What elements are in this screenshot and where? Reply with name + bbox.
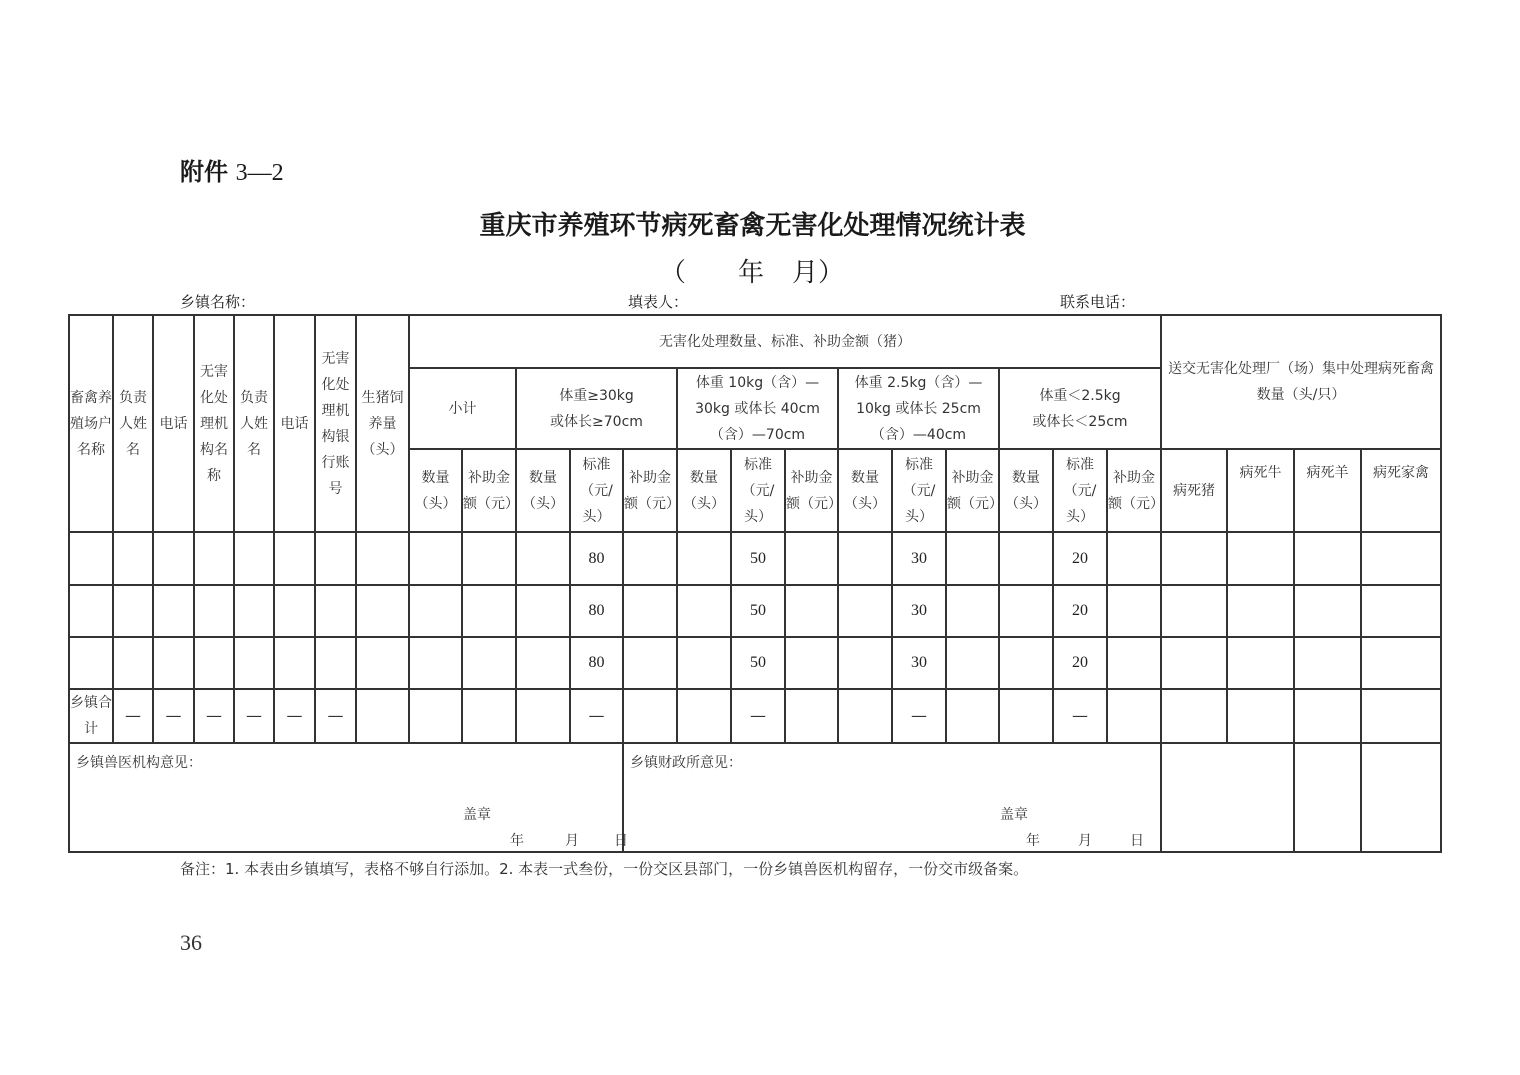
cell-10-30-subsidy[interactable] xyxy=(785,532,838,585)
footnote: 备注：1. 本表由乡镇填写，表格不够自行添加。2. 本表一式叁份，一份交区县部门，一份乡镇兽医机构留存，一份交市级备案。 xyxy=(180,860,1029,878)
header-facility-owner: 负责人姓名 xyxy=(234,315,274,532)
cell-2_5-10-standard: 30 xyxy=(892,585,946,637)
total-dash: — xyxy=(234,689,274,743)
header-dead-sheep: 病死羊 xyxy=(1294,449,1361,532)
cell-facility-owner[interactable] xyxy=(234,637,274,689)
header-central-disposal: 送交无害化处理厂（场）集中处理病死畜禽数量（头/只） xyxy=(1161,315,1441,449)
cell-2_5-10-standard: 30 xyxy=(892,637,946,689)
cell-ge30-subsidy[interactable] xyxy=(623,585,677,637)
annex-label xyxy=(180,152,284,187)
cell-ge30-quantity[interactable] xyxy=(516,532,570,585)
cell-pig-stock[interactable] xyxy=(356,585,409,637)
cell-10-30-quantity[interactable] xyxy=(677,637,731,689)
cell-dead-pig[interactable] xyxy=(1161,637,1227,689)
total-subtotal-subsidy[interactable] xyxy=(462,689,516,743)
cell-lt2_5-standard: 20 xyxy=(1053,532,1107,585)
cell-dead-sheep[interactable] xyxy=(1294,637,1361,689)
finance-date-year: 年 xyxy=(1026,833,1040,849)
cell-farm-phone[interactable] xyxy=(153,532,194,585)
page-number: 36 xyxy=(180,930,202,955)
cell-10-30-subsidy[interactable] xyxy=(785,637,838,689)
table-row xyxy=(69,585,1441,637)
weight-lt-2_5-line1: 体重＜2.5kg xyxy=(1039,387,1121,404)
cell-dead-pig[interactable] xyxy=(1161,532,1227,585)
weight-10-30-line2: 30kg 或体长 40cm xyxy=(695,400,820,417)
weight-2_5-10-line3: （含）—40cm xyxy=(870,426,967,443)
cell-bank-account[interactable] xyxy=(315,585,356,637)
header-10-30-standard: 标准（元/头） xyxy=(731,449,785,532)
total-dead-cattle[interactable] xyxy=(1227,689,1294,743)
header-facility-name: 无害化处理机构名称 xyxy=(194,315,234,532)
total-ge30-subsidy[interactable] xyxy=(623,689,677,743)
cell-dead-poultry[interactable] xyxy=(1361,585,1441,637)
header-dead-cattle: 病死牛 xyxy=(1227,449,1294,532)
weight-lt-2_5-line2: 或体长＜25cm xyxy=(1032,413,1128,430)
header-weight-2_5-10kg xyxy=(838,368,999,449)
statistics-table xyxy=(68,314,1442,853)
vet-seal-label: 盖章 xyxy=(463,807,491,823)
header-2_5-10-quantity: 数量（头） xyxy=(838,449,892,532)
total-dash: — xyxy=(570,689,623,743)
total-dash: — xyxy=(153,689,194,743)
table-row xyxy=(69,532,1441,585)
header-weight-ge-30kg xyxy=(516,368,677,449)
subtitle-year: 年 xyxy=(738,258,765,288)
total-subtotal-quantity[interactable] xyxy=(409,689,462,743)
cell-10-30-standard: 50 xyxy=(731,585,785,637)
finance-seal-label: 盖章 xyxy=(1000,807,1028,823)
header-facility-bank-account: 无害化处理机构银行账号 xyxy=(315,315,356,532)
total-ge30-quantity[interactable] xyxy=(516,689,570,743)
cell-lt2_5-quantity[interactable] xyxy=(999,637,1053,689)
cell-pig-stock[interactable] xyxy=(356,532,409,585)
cell-facility-phone[interactable] xyxy=(274,532,315,585)
weight-2_5-10-line2: 10kg 或体长 25cm xyxy=(856,400,981,417)
cell-farm-name[interactable] xyxy=(69,637,113,689)
cell-farm-name[interactable] xyxy=(69,532,113,585)
weight-ge-30-line2: 或体长≥70cm xyxy=(550,413,643,430)
header-farm-name: 畜禽养殖场户名称 xyxy=(69,315,113,532)
opinion-row-dead-sheep[interactable] xyxy=(1294,743,1361,852)
finance-date-month: 月 xyxy=(1078,833,1092,849)
cell-bank-account[interactable] xyxy=(315,532,356,585)
cell-subtotal-quantity[interactable] xyxy=(409,532,462,585)
header-dead-poultry: 病死家禽 xyxy=(1361,449,1441,532)
cell-lt2_5-standard: 20 xyxy=(1053,585,1107,637)
cell-dead-cattle[interactable] xyxy=(1227,637,1294,689)
cell-lt2_5-subsidy[interactable] xyxy=(1107,532,1161,585)
vet-date-day: 日 xyxy=(614,833,628,849)
header-2_5-10-subsidy: 补助金额（元） xyxy=(946,449,999,532)
cell-dead-pig[interactable] xyxy=(1161,585,1227,637)
header-farm-phone: 电话 xyxy=(153,315,194,532)
total-dash: — xyxy=(731,689,785,743)
header-ge30-quantity: 数量（头） xyxy=(516,449,570,532)
cell-ge30-quantity[interactable] xyxy=(516,585,570,637)
opinion-row-dead-poultry[interactable] xyxy=(1361,743,1441,852)
cell-ge30-subsidy[interactable] xyxy=(623,637,677,689)
vet-opinion-box[interactable] xyxy=(69,743,628,852)
table-row xyxy=(69,637,1441,689)
total-dead-pig[interactable] xyxy=(1161,689,1227,743)
cell-dead-sheep[interactable] xyxy=(1294,532,1361,585)
subtitle-open-paren: （ xyxy=(660,258,687,288)
opinion-row-dead-cattle[interactable] xyxy=(1161,743,1294,852)
header-lt2_5-quantity: 数量（头） xyxy=(999,449,1053,532)
cell-2_5-10-quantity[interactable] xyxy=(838,532,892,585)
cell-2_5-10-quantity[interactable] xyxy=(838,637,892,689)
township-total-row xyxy=(69,689,1441,743)
total-dead-sheep[interactable] xyxy=(1294,689,1361,743)
cell-lt2_5-subsidy[interactable] xyxy=(1107,585,1161,637)
cell-facility-owner[interactable] xyxy=(234,532,274,585)
total-2_5-10-quantity[interactable] xyxy=(838,689,892,743)
cell-2_5-10-subsidy[interactable] xyxy=(946,637,999,689)
weight-2_5-10-line1: 体重 2.5kg（含）— xyxy=(854,374,983,391)
cell-ge30-standard: 80 xyxy=(570,585,623,637)
cell-facility-phone[interactable] xyxy=(274,585,315,637)
weight-10-30-line3: （含）—70cm xyxy=(709,426,806,443)
cell-ge30-subsidy[interactable] xyxy=(623,532,677,585)
total-10-30-quantity[interactable] xyxy=(677,689,731,743)
header-ge30-standard: 标准（元/头） xyxy=(570,449,623,532)
cell-facility-phone[interactable] xyxy=(274,637,315,689)
total-dead-poultry[interactable] xyxy=(1361,689,1441,743)
cell-dead-cattle[interactable] xyxy=(1227,585,1294,637)
cell-ge30-standard: 80 xyxy=(570,637,623,689)
annex-number: 3—2 xyxy=(235,160,284,186)
cell-farm-phone[interactable] xyxy=(153,585,194,637)
header-pig-stock: 生猪饲养量（头） xyxy=(356,315,409,532)
finance-date-day: 日 xyxy=(1130,833,1144,849)
header-weight-lt-2_5kg xyxy=(999,368,1161,449)
cell-farm-phone[interactable] xyxy=(153,637,194,689)
phone-field-label: 联系电话： xyxy=(1060,293,1136,311)
filler-field-label: 填表人： xyxy=(628,293,689,311)
vet-date-year: 年 xyxy=(510,833,524,849)
header-ge30-subsidy: 补助金额（元） xyxy=(623,449,677,532)
vet-opinion-label: 乡镇兽医机构意见： xyxy=(76,755,202,771)
cell-10-30-standard: 50 xyxy=(731,532,785,585)
cell-lt2_5-quantity[interactable] xyxy=(999,585,1053,637)
cell-dead-sheep[interactable] xyxy=(1294,585,1361,637)
cell-2_5-10-subsidy[interactable] xyxy=(946,532,999,585)
cell-lt2_5-subsidy[interactable] xyxy=(1107,637,1161,689)
subtitle-month: 月） xyxy=(792,258,845,288)
header-subtotal-quantity: 数量（头） xyxy=(409,449,462,532)
cell-subtotal-quantity[interactable] xyxy=(409,585,462,637)
header-10-30-subsidy: 补助金额（元） xyxy=(785,449,838,532)
cell-subtotal-subsidy[interactable] xyxy=(462,532,516,585)
header-10-30-quantity: 数量（头） xyxy=(677,449,731,532)
cell-farm-owner[interactable] xyxy=(113,585,153,637)
cell-farm-owner[interactable] xyxy=(113,532,153,585)
header-pig-disposal-group: 无害化处理数量、标准、补助金额（猪） xyxy=(409,315,1161,368)
cell-dead-poultry[interactable] xyxy=(1361,637,1441,689)
cell-subtotal-subsidy[interactable] xyxy=(462,637,516,689)
cell-subtotal-quantity[interactable] xyxy=(409,637,462,689)
total-dash: — xyxy=(194,689,234,743)
cell-subtotal-subsidy[interactable] xyxy=(462,585,516,637)
header-subtotal: 小计 xyxy=(409,368,516,449)
weight-10-30-line1: 体重 10kg（含）— xyxy=(695,374,820,391)
cell-2_5-10-subsidy[interactable] xyxy=(946,585,999,637)
cell-farm-name[interactable] xyxy=(69,585,113,637)
cell-dead-poultry[interactable] xyxy=(1361,532,1441,585)
page-title: 重庆市养殖环节病死畜禽无害化处理情况统计表 xyxy=(479,211,1026,241)
cell-facility-name[interactable] xyxy=(194,637,234,689)
cell-facility-name[interactable] xyxy=(194,585,234,637)
total-lt2_5-subsidy[interactable] xyxy=(1107,689,1161,743)
total-10-30-subsidy[interactable] xyxy=(785,689,838,743)
total-dash: — xyxy=(315,689,356,743)
finance-opinion-label: 乡镇财政所意见： xyxy=(630,755,742,771)
cell-dead-cattle[interactable] xyxy=(1227,532,1294,585)
header-2_5-10-standard: 标准（元/头） xyxy=(892,449,946,532)
total-lt2_5-quantity[interactable] xyxy=(999,689,1053,743)
header-subtotal-subsidy: 补助金额（元） xyxy=(462,449,516,532)
cell-facility-owner[interactable] xyxy=(234,585,274,637)
cell-10-30-quantity[interactable] xyxy=(677,585,731,637)
cell-ge30-standard: 80 xyxy=(570,532,623,585)
township-field-label: 乡镇名称： xyxy=(180,293,256,311)
cell-facility-name[interactable] xyxy=(194,532,234,585)
total-row-label: 乡镇合计 xyxy=(69,689,113,743)
annex-text: 附件 xyxy=(180,158,228,186)
header-facility-phone: 电话 xyxy=(274,315,315,532)
total-dash: — xyxy=(892,689,946,743)
header-weight-10-30kg xyxy=(677,368,838,449)
cell-2_5-10-standard: 30 xyxy=(892,532,946,585)
cell-10-30-standard: 50 xyxy=(731,637,785,689)
cell-lt2_5-quantity[interactable] xyxy=(999,532,1053,585)
cell-farm-owner[interactable] xyxy=(113,637,153,689)
header-farm-owner: 负责人姓名 xyxy=(113,315,153,532)
cell-ge30-quantity[interactable] xyxy=(516,637,570,689)
vet-date-month: 月 xyxy=(565,833,579,849)
cell-pig-stock[interactable] xyxy=(356,637,409,689)
total-pig-stock[interactable] xyxy=(356,689,409,743)
cell-2_5-10-quantity[interactable] xyxy=(838,585,892,637)
finance-opinion-box[interactable] xyxy=(623,743,1161,852)
total-dash: — xyxy=(274,689,315,743)
cell-lt2_5-standard: 20 xyxy=(1053,637,1107,689)
total-2_5-10-subsidy[interactable] xyxy=(946,689,999,743)
header-dead-pig: 病死猪 xyxy=(1161,449,1227,532)
total-dash: — xyxy=(113,689,153,743)
cell-bank-account[interactable] xyxy=(315,637,356,689)
cell-10-30-subsidy[interactable] xyxy=(785,585,838,637)
weight-ge-30-line1: 体重≥30kg xyxy=(559,387,634,404)
cell-10-30-quantity[interactable] xyxy=(677,532,731,585)
header-lt2_5-standard: 标准（元/头） xyxy=(1053,449,1107,532)
total-dash: — xyxy=(1053,689,1107,743)
header-lt2_5-subsidy: 补助金额（元） xyxy=(1107,449,1161,532)
